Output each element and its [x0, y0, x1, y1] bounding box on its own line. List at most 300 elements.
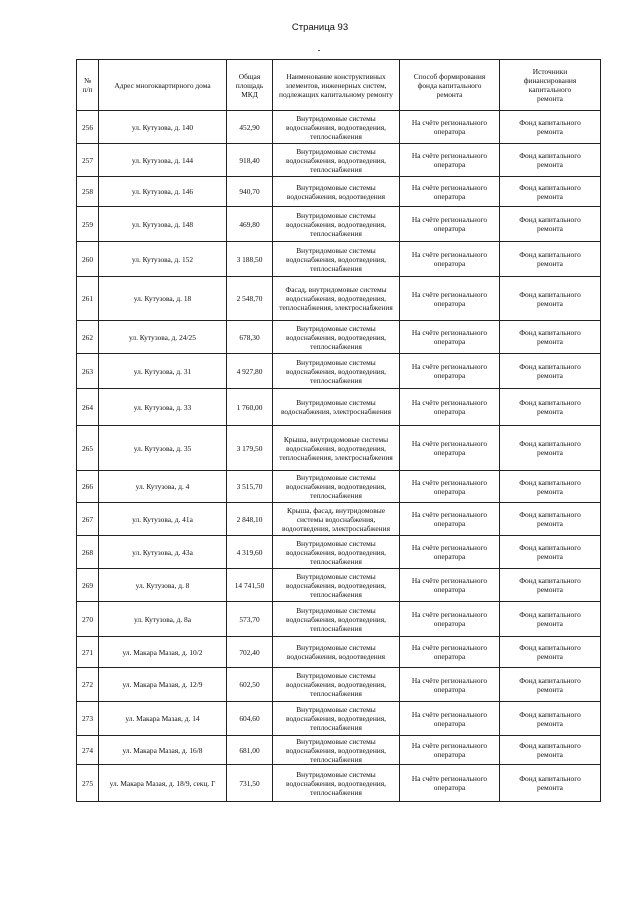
address-cell: ул. Кутузова, д. 35 — [99, 426, 227, 471]
elements-cell — [273, 471, 400, 503]
table-row — [77, 637, 601, 668]
header-label-line: № — [83, 76, 92, 85]
source-cell-line: ремонта — [537, 407, 563, 416]
elements-cell-line: Внутридомовые системы — [296, 398, 376, 407]
elements-cell-line: водоснабжения, водоотведения, — [286, 614, 386, 624]
source-cell — [500, 471, 601, 503]
source-cell — [500, 536, 601, 569]
area-cell: 702,40 — [227, 637, 273, 668]
address-cell: ул. Кутузова, д. 4 — [99, 471, 227, 503]
header-cell-number — [77, 60, 99, 111]
method-cell-line: На счёте регионального — [411, 215, 488, 224]
area-cell: 940,70 — [227, 177, 273, 207]
method-cell-line: На счёте регионального — [411, 250, 488, 259]
area-cell: 681,00 — [227, 736, 273, 765]
method-cell — [400, 177, 500, 207]
elements-cell-line: водоснабжения, водоотведения, — [286, 155, 386, 165]
source-cell-line: Фонд капитального — [519, 328, 581, 337]
area-cell: 4 319,60 — [227, 536, 273, 569]
row-number-cell: 261 — [77, 277, 99, 321]
elements-cell — [273, 144, 400, 177]
row-number-cell: 257 — [77, 144, 99, 177]
table-row — [77, 111, 601, 144]
method-cell-line: оператора — [433, 750, 466, 759]
method-cell-line: оператора — [433, 127, 466, 136]
method-cell-line: На счёте регионального — [411, 477, 488, 487]
table-row — [77, 702, 601, 736]
row-number-cell: 259 — [77, 207, 99, 242]
row-number-cell: 271 — [77, 637, 99, 668]
header-label-line: Общая — [238, 71, 261, 81]
source-cell — [500, 177, 601, 207]
method-cell — [400, 111, 500, 144]
elements-cell-line: Внутридомовые системы — [296, 357, 376, 367]
method-cell-line: оператора — [433, 585, 466, 594]
table-row — [77, 426, 601, 471]
elements-cell-line: теплоснабжения — [310, 375, 362, 385]
source-cell-line: Фонд капитального — [519, 643, 581, 652]
elements-cell-line: Внутридомовые системы — [296, 605, 376, 615]
address-cell: ул. Макара Мазая, д. 18/9, секц. Г — [99, 765, 227, 802]
address-cell: ул. Кутузова, д. 140 — [99, 111, 227, 144]
row-number-cell: 262 — [77, 321, 99, 354]
row-number-cell: 270 — [77, 602, 99, 637]
source-cell-line: ремонта — [537, 259, 563, 268]
header-row — [77, 60, 601, 111]
elements-cell-line: водоснабжения, водоотведения — [286, 652, 386, 661]
header-label-line: подлежащих капитальному ремонту — [279, 89, 393, 99]
elements-cell-line: теплоснабжения, электроснабжения — [279, 303, 393, 312]
source-cell — [500, 242, 601, 277]
method-cell-line: оператора — [433, 407, 466, 416]
source-cell — [500, 637, 601, 668]
address-cell: ул. Кутузова, д. 31 — [99, 354, 227, 389]
elements-cell — [273, 242, 400, 277]
method-cell-line: На счёте регионального — [411, 675, 488, 685]
method-cell-line: оператора — [433, 519, 466, 528]
elements-cell-line: водоснабжения, водоотведения, — [286, 714, 386, 723]
scan-dot — [318, 50, 320, 51]
elements-cell-line: теплоснабжения — [310, 723, 362, 732]
elements-cell-line: теплоснабжения — [310, 341, 362, 351]
method-cell — [400, 765, 500, 802]
registry-table — [76, 59, 601, 802]
table-row — [77, 668, 601, 702]
elements-cell — [273, 569, 400, 602]
elements-cell — [273, 637, 400, 668]
header-label-line: финансирования — [523, 76, 577, 85]
source-cell-line: ремонта — [537, 750, 563, 759]
elements-cell — [273, 389, 400, 426]
method-cell-line: оператора — [433, 652, 466, 661]
elements-cell-line: водоснабжения, водоотведения, — [286, 366, 386, 376]
address-cell: ул. Кутузова, д. 18 — [99, 277, 227, 321]
area-cell: 3 515,70 — [227, 471, 273, 503]
elements-cell-line: Внутридомовые системы — [296, 323, 376, 333]
row-number-cell: 272 — [77, 668, 99, 702]
table-row — [77, 277, 601, 321]
method-cell-line: оператора — [433, 371, 466, 380]
source-cell-line: Фонд капитального — [519, 610, 581, 619]
source-cell-line: Фонд капитального — [519, 439, 581, 448]
header-label-line: капитального — [528, 85, 572, 94]
elements-cell — [273, 111, 400, 144]
method-cell-line: оператора — [433, 298, 466, 308]
row-number-cell: 267 — [77, 503, 99, 536]
table-row — [77, 207, 601, 242]
elements-cell-line: теплоснабжения — [310, 556, 362, 566]
method-cell-line: На счёте регионального — [411, 289, 488, 299]
source-cell-line: ремонта — [537, 519, 563, 528]
table-row — [77, 471, 601, 503]
source-cell-line: ремонта — [537, 619, 563, 628]
row-number-cell: 274 — [77, 736, 99, 765]
elements-cell — [273, 277, 400, 321]
address-cell: ул. Кутузова, д. 152 — [99, 242, 227, 277]
elements-cell-line: водоснабжения, водоотведения, — [286, 294, 386, 303]
method-cell — [400, 277, 500, 321]
table-row — [77, 242, 601, 277]
method-cell-line: оператора — [433, 191, 466, 201]
source-cell — [500, 389, 601, 426]
elements-cell-line: водоснабжения, водоотведения, — [286, 332, 386, 342]
source-cell-line: Фонд капитального — [519, 543, 581, 552]
elements-cell — [273, 321, 400, 354]
elements-cell-line: Внутридомовые системы — [296, 245, 376, 255]
elements-cell-line: теплоснабжения, электроснабжения — [279, 452, 393, 462]
source-cell-line: Фонд капитального — [519, 675, 581, 685]
method-cell-line: оператора — [433, 160, 466, 169]
area-cell: 602,50 — [227, 668, 273, 702]
elements-cell-line: Фасад, внутридомовые системы — [285, 285, 387, 294]
row-number-cell: 263 — [77, 354, 99, 389]
elements-cell-line: Внутридомовые системы — [296, 671, 376, 680]
table-row — [77, 569, 601, 602]
source-cell-line: Фонд капитального — [519, 151, 581, 160]
source-cell-line: Фонд капитального — [519, 774, 581, 783]
method-cell-line: На счёте регионального — [411, 643, 488, 652]
row-number-cell: 264 — [77, 389, 99, 426]
elements-cell-line: теплоснабжения — [310, 131, 362, 141]
elements-cell-line: водоснабжения, водоотведения, — [286, 778, 386, 788]
table-body — [77, 111, 601, 802]
area-cell: 452,90 — [227, 111, 273, 144]
method-cell-line: На счёте регионального — [411, 774, 488, 783]
area-cell: 4 927,80 — [227, 354, 273, 389]
source-cell-line: ремонта — [537, 718, 563, 728]
table-row — [77, 177, 601, 207]
elements-cell-line: теплоснабжения — [310, 491, 362, 500]
method-cell-line: На счёте регионального — [411, 439, 488, 448]
method-cell-line: оператора — [433, 552, 466, 561]
elements-cell-line: водоснабжения, водоотведения, — [286, 254, 386, 264]
address-cell: ул. Кутузова, д. 8а — [99, 602, 227, 637]
source-cell-line: Фонд капитального — [519, 398, 581, 407]
elements-cell-line: водоотведения, электроснабжения — [282, 523, 390, 533]
header-label-line: МКД — [241, 89, 258, 99]
address-cell: ул. Кутузова, д. 43а — [99, 536, 227, 569]
method-cell — [400, 321, 500, 354]
elements-cell-line: Внутридомовые системы — [296, 643, 376, 652]
elements-cell — [273, 536, 400, 569]
row-number-cell: 269 — [77, 569, 99, 602]
source-cell-line: ремонта — [537, 552, 563, 561]
source-cell — [500, 354, 601, 389]
elements-cell-line: теплоснабжения — [310, 623, 362, 633]
method-cell-line: На счёте регионального — [411, 118, 488, 127]
source-cell-line: Фонд капитального — [519, 362, 581, 371]
method-cell-line: оператора — [433, 619, 466, 628]
area-cell: 3 179,50 — [227, 426, 273, 471]
header-label-line: ремонта — [436, 89, 463, 99]
source-cell-line: ремонта — [537, 585, 563, 594]
method-cell-line: оператора — [433, 486, 466, 496]
elements-cell — [273, 426, 400, 471]
elements-cell-line: водоснабжения, водоотведения, — [286, 680, 386, 689]
elements-cell-line: Крыша, внутридомовые системы — [283, 434, 389, 444]
area-cell: 731,50 — [227, 765, 273, 802]
elements-cell-line: водоснабжения, водоотведения, — [286, 580, 386, 590]
method-cell — [400, 536, 500, 569]
elements-cell — [273, 602, 400, 637]
address-cell: ул. Кутузова, д. 24/25 — [99, 321, 227, 354]
method-cell — [400, 702, 500, 736]
method-cell — [400, 426, 500, 471]
source-cell — [500, 277, 601, 321]
elements-cell — [273, 736, 400, 765]
elements-cell-line: теплоснабжения — [310, 228, 362, 238]
source-cell-line: Фонд капитального — [519, 709, 581, 719]
elements-cell-line: теплоснабжения — [310, 263, 362, 273]
method-cell — [400, 668, 500, 702]
elements-cell-line: Крыша, фасад, внутридомовые — [287, 505, 385, 515]
method-cell — [400, 389, 500, 426]
method-cell-line: оператора — [433, 224, 466, 233]
area-cell: 1 760,00 — [227, 389, 273, 426]
elements-cell-line: Внутридомовые системы — [296, 473, 376, 482]
header-label-line: Наименование конструктивных — [286, 71, 386, 81]
header-label-line: площадь — [235, 80, 264, 90]
source-cell — [500, 426, 601, 471]
page-header: Страница 93 — [291, 22, 349, 33]
source-cell-line: Фонд капитального — [519, 576, 581, 585]
row-number-cell: 266 — [77, 471, 99, 503]
source-cell-line: Фонд капитального — [519, 510, 581, 519]
area-cell: 573,70 — [227, 602, 273, 637]
source-cell — [500, 668, 601, 702]
method-cell — [400, 242, 500, 277]
elements-cell-line: Внутридомовые системы — [296, 538, 376, 548]
table-row — [77, 389, 601, 426]
row-number-cell: 258 — [77, 177, 99, 207]
elements-cell — [273, 702, 400, 736]
elements-cell — [273, 765, 400, 802]
header-cell-method — [400, 60, 500, 111]
source-cell — [500, 144, 601, 177]
address-cell: ул. Макара Мазая, д. 12/9 — [99, 668, 227, 702]
elements-cell-line: Внутридомовые системы — [296, 769, 376, 779]
method-cell-line: На счёте регионального — [411, 182, 488, 192]
row-number-cell: 260 — [77, 242, 99, 277]
address-cell: ул. Кутузова, д. 148 — [99, 207, 227, 242]
table-row — [77, 736, 601, 765]
source-cell — [500, 111, 601, 144]
method-cell-line: На счёте регионального — [411, 398, 488, 407]
address-cell: ул. Кутузова, д. 146 — [99, 177, 227, 207]
elements-cell-line: Внутридомовые системы — [296, 146, 376, 156]
table-row — [77, 144, 601, 177]
source-cell-line: ремонта — [537, 127, 563, 136]
elements-cell-line: Внутридомовые системы — [296, 182, 376, 192]
elements-cell-line: теплоснабжения — [310, 689, 362, 698]
elements-cell-line: Внутридомовые системы — [296, 113, 376, 123]
address-cell: ул. Макара Мазая, д. 16/8 — [99, 736, 227, 765]
area-cell: 3 188,50 — [227, 242, 273, 277]
method-cell — [400, 207, 500, 242]
address-cell: ул. Кутузова, д. 144 — [99, 144, 227, 177]
source-cell — [500, 602, 601, 637]
method-cell-line: На счёте регионального — [411, 151, 488, 160]
method-cell-line: оператора — [433, 783, 466, 792]
elements-cell-line: водоснабжения, водоотведения, — [286, 547, 386, 557]
row-number-cell: 256 — [77, 111, 99, 144]
method-cell — [400, 736, 500, 765]
elements-cell-line: водоснабжения, водоотведения, — [286, 443, 386, 453]
method-cell — [400, 354, 500, 389]
source-cell-line: ремонта — [537, 224, 563, 233]
source-cell — [500, 765, 601, 802]
header-cell-address — [99, 60, 227, 111]
elements-cell — [273, 668, 400, 702]
table-row — [77, 765, 601, 802]
header-label-line: элементов, инженерных систем, — [285, 80, 387, 90]
header-label-line: Способ формирования — [413, 71, 486, 81]
elements-cell-line: водоснабжения, водоотведения, — [286, 122, 386, 132]
source-cell-line: ремонта — [537, 337, 563, 346]
method-cell-line: На счёте регионального — [411, 543, 488, 552]
area-cell: 2 548,70 — [227, 277, 273, 321]
header-label-line: п/п — [82, 85, 93, 94]
address-cell: ул. Кутузова, д. 33 — [99, 389, 227, 426]
method-cell-line: оператора — [433, 718, 466, 728]
area-cell: 678,30 — [227, 321, 273, 354]
source-cell — [500, 569, 601, 602]
elements-cell-line: Внутридомовые системы — [296, 571, 376, 581]
method-cell-line: На счёте регионального — [411, 328, 488, 337]
source-cell — [500, 736, 601, 765]
row-number-cell: 275 — [77, 765, 99, 802]
elements-cell-line: теплоснабжения — [310, 164, 362, 174]
source-cell — [500, 207, 601, 242]
source-cell-line: ремонта — [537, 298, 563, 308]
elements-cell-line: теплоснабжения — [310, 589, 362, 599]
area-cell: 604,60 — [227, 702, 273, 736]
source-cell-line: Фонд капитального — [519, 289, 581, 299]
source-cell-line: ремонта — [537, 448, 563, 457]
elements-cell-line: водоснабжения, водоотведения, — [286, 745, 386, 755]
method-cell-line: оператора — [433, 448, 466, 457]
elements-cell-line: системы водоснабжения, — [296, 514, 376, 524]
header-label-line: ремонта — [537, 94, 563, 103]
elements-cell-line: водоснабжения, водоотведения, — [286, 482, 386, 491]
address-cell: ул. Кутузова, д. 41а — [99, 503, 227, 536]
table-row — [77, 602, 601, 637]
elements-cell-line: Внутридомовые системы — [296, 705, 376, 714]
table-row — [77, 354, 601, 389]
elements-cell-line: теплоснабжения — [310, 754, 362, 764]
method-cell — [400, 503, 500, 536]
source-cell — [500, 321, 601, 354]
header-label-line: Адрес многоквартирного дома — [114, 80, 211, 90]
source-cell-line: ремонта — [537, 652, 563, 661]
table-row — [77, 503, 601, 536]
area-cell: 469,80 — [227, 207, 273, 242]
area-cell: 918,40 — [227, 144, 273, 177]
source-cell-line: Фонд капитального — [519, 250, 581, 259]
address-cell: ул. Макара Мазая, д. 14 — [99, 702, 227, 736]
address-cell: ул. Кутузова, д. 8 — [99, 569, 227, 602]
source-cell-line: Фонд капитального — [519, 182, 581, 192]
method-cell-line: На счёте регионального — [411, 510, 488, 519]
area-cell: 2 848,10 — [227, 503, 273, 536]
elements-cell-line: теплоснабжения — [310, 787, 362, 797]
source-cell-line: ремонта — [537, 783, 563, 792]
address-cell: ул. Макара Мазая, д. 10/2 — [99, 637, 227, 668]
source-cell-line: ремонта — [537, 191, 563, 201]
source-cell-line: ремонта — [537, 371, 563, 380]
method-cell-line: На счёте регионального — [411, 610, 488, 619]
method-cell-line: оператора — [433, 684, 466, 694]
header-cell-elements — [273, 60, 400, 111]
source-cell-line: ремонта — [537, 486, 563, 496]
source-cell — [500, 503, 601, 536]
method-cell — [400, 602, 500, 637]
table-row — [77, 321, 601, 354]
method-cell-line: На счёте регионального — [411, 576, 488, 585]
method-cell-line: На счёте регионального — [411, 741, 488, 750]
source-cell-line: ремонта — [537, 684, 563, 694]
elements-cell-line: Внутридомовые системы — [296, 210, 376, 220]
row-number-cell: 268 — [77, 536, 99, 569]
elements-cell — [273, 354, 400, 389]
row-number-cell: 265 — [77, 426, 99, 471]
method-cell — [400, 471, 500, 503]
method-cell-line: оператора — [433, 337, 466, 346]
source-cell-line: Фонд капитального — [519, 741, 581, 750]
header-cell-source — [500, 60, 601, 111]
header-cell-area — [227, 60, 273, 111]
header-label-line: Источники — [532, 67, 568, 76]
elements-cell — [273, 207, 400, 242]
source-cell-line: Фонд капитального — [519, 215, 581, 224]
header-label-line: фонда капитального — [417, 80, 482, 90]
elements-cell-line: водоснабжения, водоотведения — [286, 191, 386, 201]
elements-cell — [273, 177, 400, 207]
elements-cell-line: водоснабжения, водоотведения, — [286, 219, 386, 229]
elements-cell-line: Внутридомовые системы — [296, 736, 376, 746]
method-cell — [400, 569, 500, 602]
elements-cell — [273, 503, 400, 536]
elements-cell-line: водоснабжения, электроснабжения — [280, 407, 392, 416]
source-cell-line: Фонд капитального — [519, 477, 581, 487]
source-cell — [500, 702, 601, 736]
source-cell-line: Фонд капитального — [519, 118, 581, 127]
method-cell-line: На счёте регионального — [411, 709, 488, 719]
source-cell-line: ремонта — [537, 160, 563, 169]
method-cell — [400, 144, 500, 177]
table-row — [77, 536, 601, 569]
method-cell-line: оператора — [433, 259, 466, 268]
